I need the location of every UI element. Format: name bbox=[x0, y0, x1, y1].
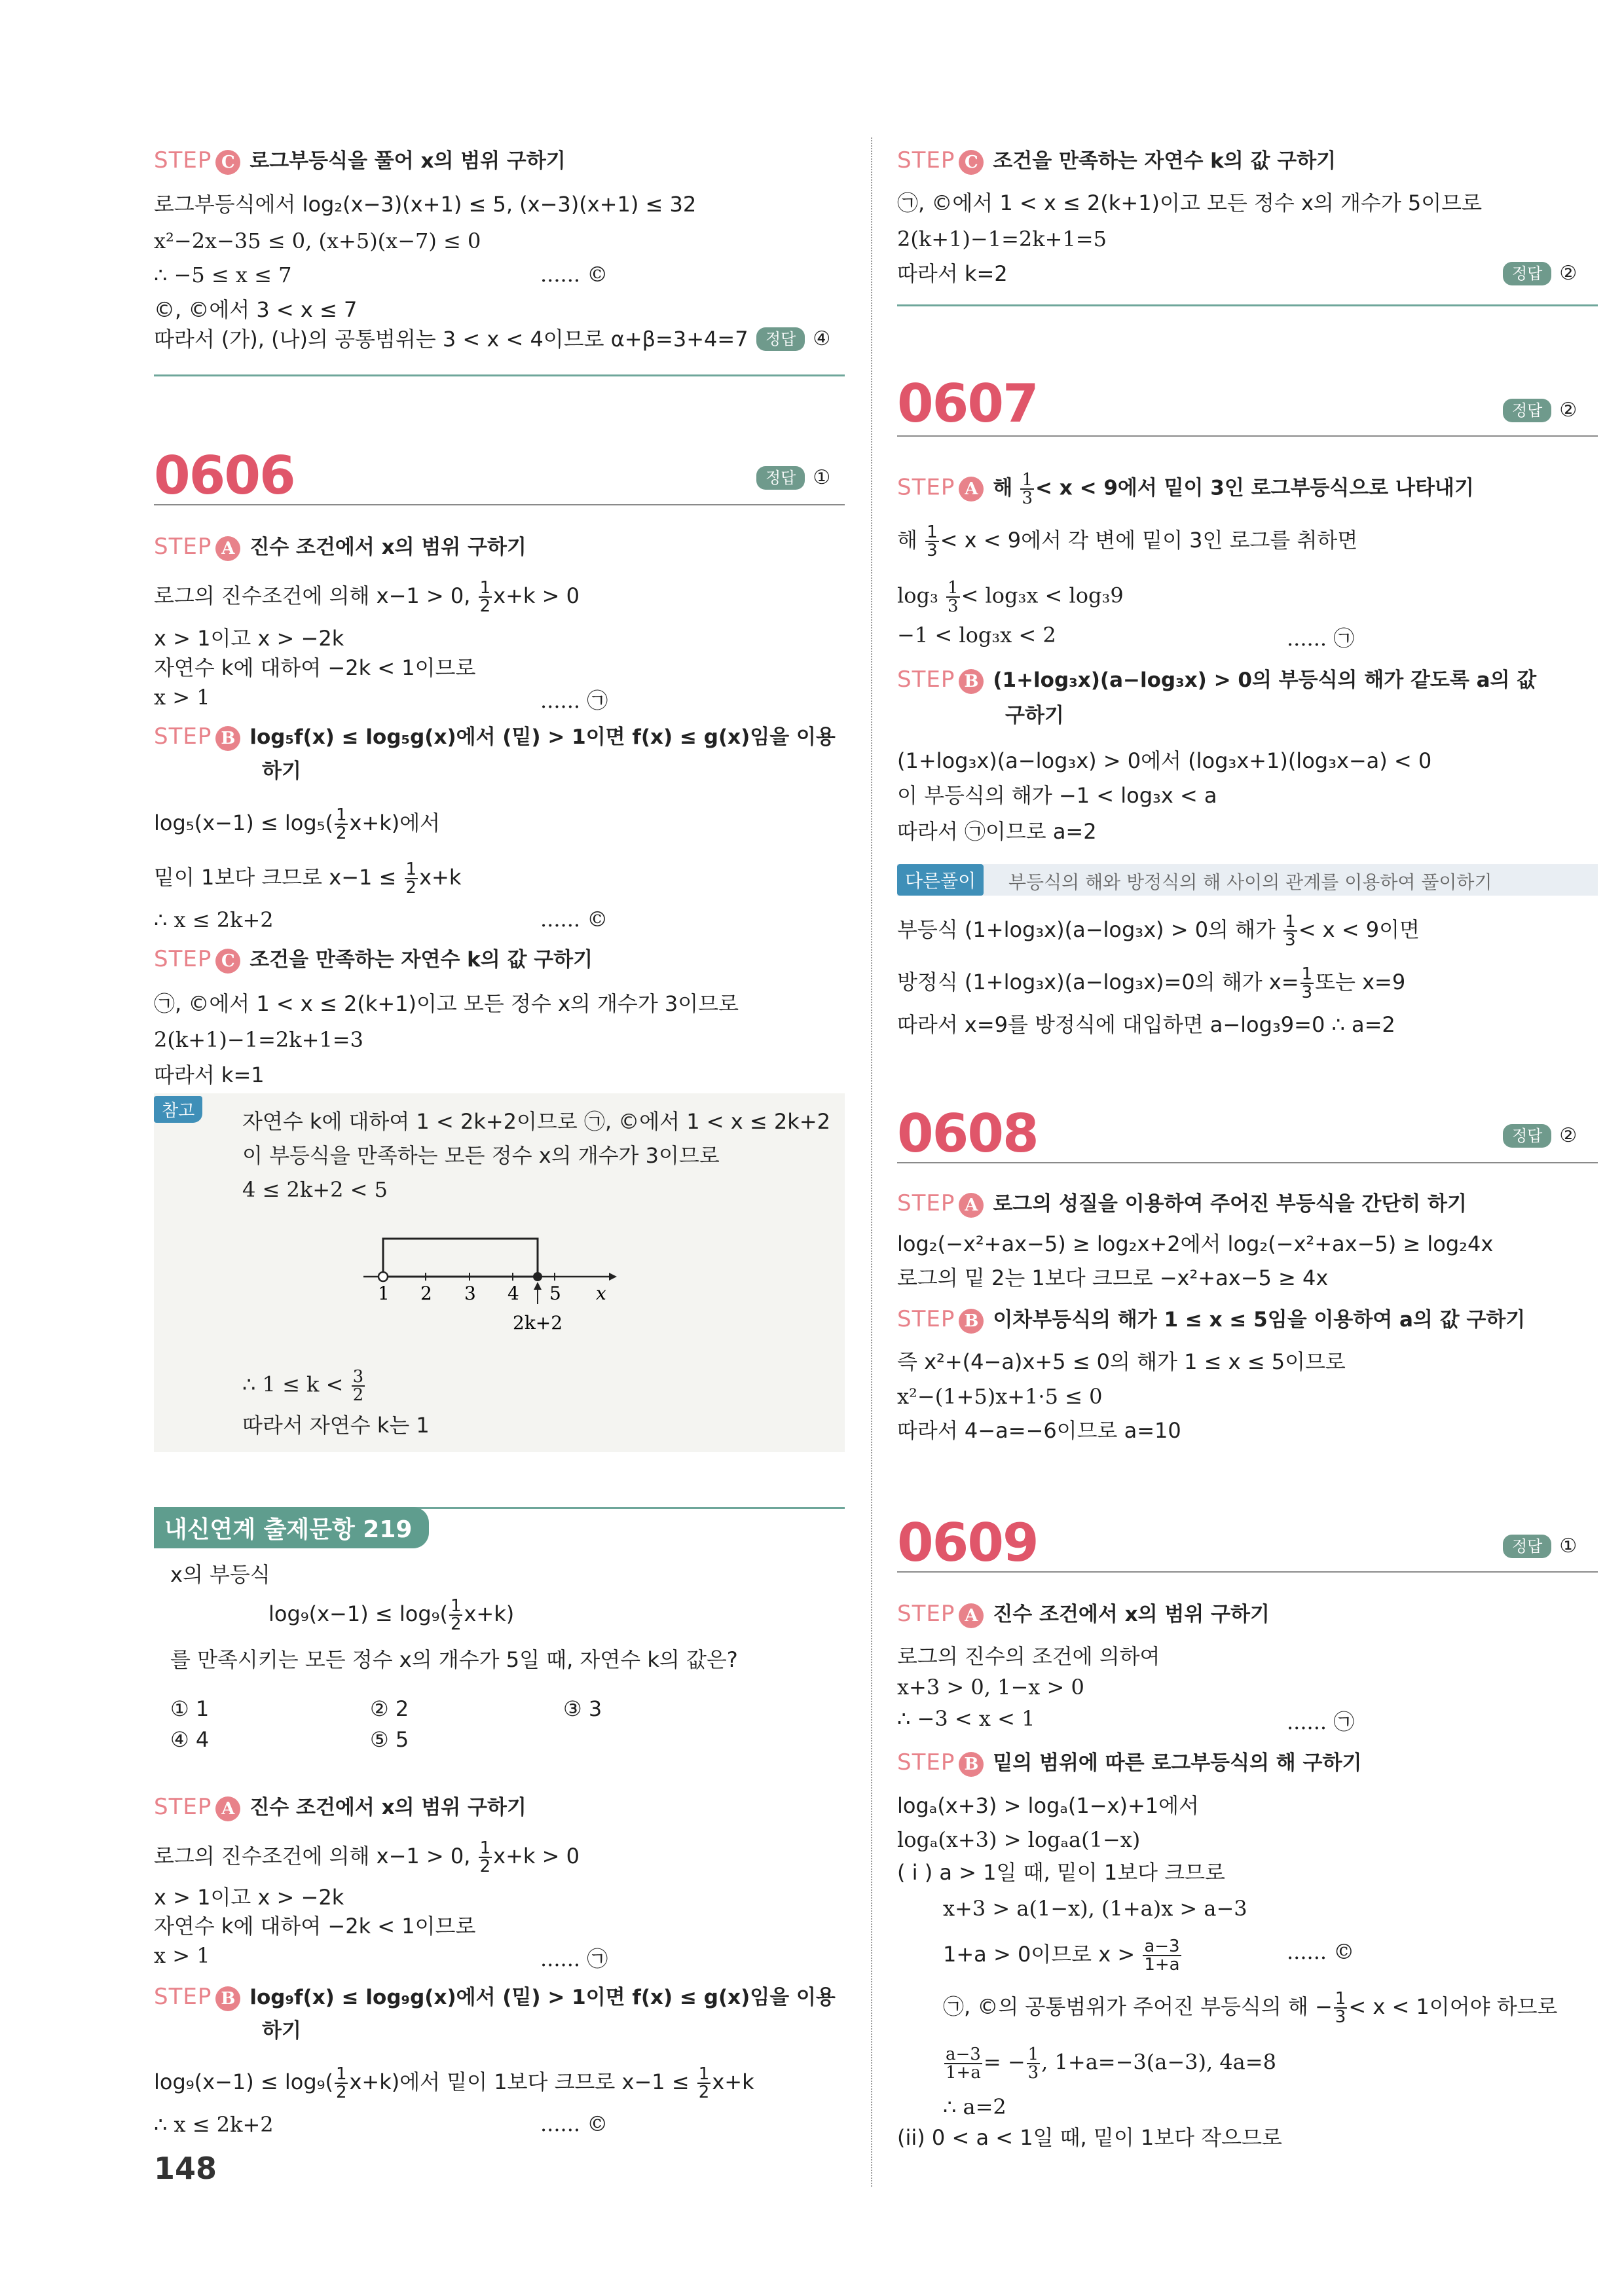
page-number: 148 bbox=[154, 2151, 217, 2186]
line: ㉠, ©에서 1 < x ≤ 2(k+1)이고 모든 정수 x의 개수가 5이므로 bbox=[897, 191, 1482, 215]
equation-mark: ...... © bbox=[540, 907, 608, 932]
step-b-heading: STEP B 이차부등식의 해가 1 ≤ x ≤ 5임을 이용하여 a의 값 구하기 bbox=[897, 1306, 1526, 1332]
alt-solution-tag: 다른풀이 bbox=[897, 864, 984, 896]
answer-badge: 정답 ① bbox=[756, 464, 830, 490]
problem-number: 0606 bbox=[154, 445, 295, 506]
line: ∴ −5 ≤ x ≤ 7 bbox=[154, 263, 292, 287]
fraction: $\frac{1}{3}$ bbox=[1285, 912, 1296, 950]
equation-mark: ...... ㉠ bbox=[1287, 626, 1355, 651]
line: logₐ(x+3) > logₐa(1−x) bbox=[897, 1827, 1141, 1852]
equation-mark: ...... ㉠ bbox=[540, 688, 608, 713]
step-c-heading: STEP C 로그부등식을 풀어 x의 범위 구하기 bbox=[154, 147, 566, 173]
line: x > 1 bbox=[154, 685, 210, 710]
line: ∴ −3 < x < 1 bbox=[897, 1706, 1035, 1731]
equation-mark: ...... © bbox=[1287, 1939, 1355, 1964]
step-a-heading: STEP A 진수 조건에서 x의 범위 구하기 bbox=[154, 534, 526, 560]
section-divider bbox=[897, 1162, 1598, 1163]
line: ㉠, ©에서 1 < x ≤ 2(k+1)이고 모든 정수 x의 개수가 3이므로 bbox=[154, 991, 739, 1016]
line: x²−(1+5)x+1·5 ≤ 0 bbox=[897, 1384, 1103, 1409]
line: x > 1 bbox=[154, 1943, 210, 1968]
line: x+3 > a(1−x), (1+a)x > a−3 bbox=[943, 1896, 1247, 1921]
choice[interactable]: ① 1 bbox=[170, 1696, 210, 1721]
closed-point bbox=[533, 1272, 542, 1281]
equation-mark: ...... ㉠ bbox=[1287, 1709, 1355, 1734]
column-divider bbox=[871, 137, 872, 2187]
choice[interactable]: ③ 3 bbox=[563, 1696, 602, 1721]
number-line-diagram bbox=[363, 1231, 638, 1342]
line: ㉠, ©의 공통범위가 주어진 부등식의 해 − $\frac{1}{3}$ < x < 1이어야 하므로 bbox=[943, 1989, 1558, 2027]
line: log₂(−x²+ax−5) ≥ log₂x+2에서 log₂(−x²+ax−5) ≥ log₂4x bbox=[897, 1231, 1494, 1256]
line: ∴ x ≤ 2k+2 bbox=[154, 907, 274, 932]
note-line: 4 ≤ 2k+2 < 5 bbox=[242, 1177, 388, 1202]
line: 따라서 x=9를 방정식에 대입하면 a−log₃9=0 ∴ a=2 bbox=[897, 1012, 1395, 1037]
note-line: ∴ 1 ≤ k < $\frac{3}{2}$ bbox=[242, 1367, 364, 1405]
answer-badge: 정답 ② bbox=[1503, 396, 1577, 422]
step-b-heading: STEP B 밑의 범위에 따른 로그부등식의 해 구하기 bbox=[897, 1749, 1362, 1776]
line: (ii) 0 < a < 1일 때, 밑이 1보다 작으므로 bbox=[897, 2125, 1282, 2150]
line: 로그의 밑 2는 1보다 크므로 −x²+ax−5 ≥ 4x bbox=[897, 1266, 1329, 1290]
line: ©, ©에서 3 < x ≤ 7 bbox=[154, 297, 358, 322]
line: 따라서 k=1 bbox=[154, 1063, 265, 1087]
line: x > 1이고 x > −2k bbox=[154, 626, 344, 651]
line: 부등식 (1+log₃x)(a−log₃x) > 0의 해가 $\frac{1}{3}$ < x < 9이면 bbox=[897, 912, 1420, 950]
line: 즉 x²+(4−a)x+5 ≤ 0의 해가 1 ≤ x ≤ 5이므로 bbox=[897, 1349, 1346, 1374]
problem-number: 0608 bbox=[897, 1103, 1038, 1164]
step-b-heading-cont: 하기 bbox=[262, 759, 301, 783]
line: 밑이 1보다 크므로 x−1 ≤ $\frac{1}{2}$ x+k bbox=[154, 860, 462, 898]
line: log₃ $\frac{1}{3}$ < log₃x < log₃9 bbox=[897, 578, 1124, 616]
fraction: $\frac{1}{3}$ bbox=[1022, 470, 1033, 508]
note-line: 따라서 자연수 k는 1 bbox=[242, 1413, 430, 1438]
line: 이 부등식의 해가 −1 < log₃x < a bbox=[897, 783, 1217, 808]
line: log₅(x−1) ≤ log₅( $\frac{1}{2}$ x+k)에서 bbox=[154, 805, 441, 843]
equation-mark: ...... ㉠ bbox=[540, 1946, 608, 1971]
arrow-head bbox=[534, 1282, 542, 1290]
step-a-heading: STEP A 진수 조건에서 x의 범위 구하기 bbox=[154, 1794, 526, 1820]
open-point bbox=[378, 1272, 388, 1281]
problem-formula: log₉(x−1) ≤ log₉( $\frac{1}{2}$ x+k) bbox=[268, 1596, 515, 1634]
step-a-heading: STEP A 진수 조건에서 x의 범위 구하기 bbox=[897, 1601, 1270, 1627]
line: 로그의 진수의 조건에 의하여 bbox=[897, 1644, 1160, 1669]
line: 로그의 진수조건에 의해 x−1 > 0, $\frac{1}{2}$ x+k > 0 bbox=[154, 578, 580, 616]
step-b-heading: STEP B log₉f(x) ≤ log₉g(x)에서 (밑) > 1이면 f(x) ≤ g(x)임을 이용 bbox=[154, 1984, 836, 2010]
line: x+3 > 0, 1−x > 0 bbox=[897, 1675, 1084, 1700]
section-divider bbox=[897, 304, 1598, 306]
fraction: $\frac{3}{2}$ bbox=[352, 1367, 364, 1405]
problem-number: 0607 bbox=[897, 373, 1038, 434]
note-line: 자연수 k에 대하여 1 < 2k+2이므로 ㉠, ©에서 1 < x ≤ 2k+2 bbox=[242, 1109, 830, 1134]
step-c-heading: STEP C 조건을 만족하는 자연수 k의 값 구하기 bbox=[154, 946, 593, 972]
arrow-label: 2k+2 bbox=[513, 1312, 563, 1334]
tick-label: 5 bbox=[549, 1283, 561, 1304]
fraction: $\frac{1}{3}$ bbox=[927, 522, 938, 560]
answer-badge: 정답 ② bbox=[1503, 1121, 1577, 1148]
range-box bbox=[383, 1239, 538, 1277]
problem-text: x의 부등식 bbox=[170, 1562, 270, 1587]
step-c-heading: STEP C 조건을 만족하는 자연수 k의 값 구하기 bbox=[897, 147, 1337, 173]
answer-badge: 정답 ② bbox=[1503, 259, 1577, 285]
alt-solution-desc: 부등식의 해와 방정식의 해 사이의 관계를 이용하여 풀이하기 bbox=[1008, 871, 1492, 893]
line: 따라서 (가), (나)의 공통범위는 3 < x < 4이므로 α+β=3+4=7 bbox=[154, 327, 748, 352]
line: 자연수 k에 대하여 −2k < 1이므로 bbox=[154, 655, 476, 680]
line: ( i ) a > 1일 때, 밑이 1보다 크므로 bbox=[897, 1860, 1225, 1885]
line: 1+a > 0이므로 x > $\frac{a-3}{1+a}$ bbox=[943, 1937, 1180, 1975]
note-line: 이 부등식을 만족하는 모든 정수 x의 개수가 3이므로 bbox=[242, 1143, 720, 1168]
axis-label: x bbox=[596, 1283, 606, 1304]
problem-text: 를 만족시키는 모든 정수 x의 개수가 5일 때, 자연수 k의 값은? bbox=[170, 1647, 738, 1672]
line: logₐ(x+3) > logₐ(1−x)+1에서 bbox=[897, 1793, 1199, 1818]
answer-badge: 정답 ④ bbox=[756, 325, 830, 351]
tick-label: 3 bbox=[464, 1283, 476, 1304]
section-divider bbox=[154, 504, 845, 505]
choice[interactable]: ④ 4 bbox=[170, 1727, 210, 1752]
step-b-heading: STEP B log₅f(x) ≤ log₅g(x)에서 (밑) > 1이면 f(x) ≤ g(x)임을 이용 bbox=[154, 723, 836, 750]
line: 해 $\frac{1}{3}$ < x < 9에서 각 변에 밑이 3인 로그를 취하면 bbox=[897, 522, 1358, 560]
step-b-heading: STEP B (1+log₃x)(a−log₃x) > 0의 부등식의 해가 같도록 a의 값 bbox=[897, 666, 1537, 693]
note-tag: 참고 bbox=[154, 1096, 202, 1123]
section-divider bbox=[897, 1571, 1598, 1573]
fraction: $\frac{1}{2}$ bbox=[450, 1596, 462, 1634]
section-divider bbox=[154, 374, 845, 376]
line: x > 1이고 x > −2k bbox=[154, 1885, 344, 1910]
line: ∴ x ≤ 2k+2 bbox=[154, 2112, 274, 2137]
fraction: $\frac{1}{3}$ bbox=[1027, 2045, 1039, 2083]
equation-mark: ...... © bbox=[540, 2111, 608, 2136]
step-b-heading-cont: 구하기 bbox=[1005, 704, 1064, 727]
answer-badge: 정답 ① bbox=[1503, 1532, 1577, 1558]
step-a-heading: STEP A 로그의 성질을 이용하여 주어진 부등식을 간단히 하기 bbox=[897, 1190, 1467, 1216]
fraction: $\frac{1}{3}$ bbox=[1301, 964, 1313, 1002]
fraction: $\frac{a-3}{1+a}$ bbox=[1144, 1937, 1180, 1975]
equation-mark: ...... © bbox=[540, 262, 608, 287]
line: $\frac{a-3}{1+a}$ = − $\frac{1}{3}$ , 1+a=−3(a−3), 4a=8 bbox=[946, 2045, 1276, 2083]
tick-label: 2 bbox=[420, 1283, 432, 1304]
fraction: $\frac{1}{3}$ bbox=[947, 578, 959, 616]
line: 방정식 (1+log₃x)(a−log₃x)=0의 해가 x= $\frac{1}{3}$ 또는 x=9 bbox=[897, 964, 1406, 1002]
choice[interactable]: ⑤ 5 bbox=[370, 1727, 409, 1752]
step-b-heading-cont: 하기 bbox=[262, 2019, 301, 2043]
fraction: $\frac{1}{2}$ bbox=[698, 2064, 710, 2102]
line: 자연수 k에 대하여 −2k < 1이므로 bbox=[154, 1914, 476, 1939]
step-a-heading: STEP A 해 $\frac{1}{3}$ < x < 9에서 밑이 3인 로그부등식으로 나타내기 bbox=[897, 470, 1474, 508]
line: (1+log₃x)(a−log₃x) > 0에서 (log₃x+1)(log₃x−a) < 0 bbox=[897, 748, 1432, 773]
line: log₉(x−1) ≤ log₉( $\frac{1}{2}$ x+k)에서 밑이 1보다 크므로 x−1 ≤ $\frac{1}{2}$ x+k bbox=[154, 2064, 754, 2102]
line: −1 < log₃x < 2 bbox=[897, 623, 1056, 647]
fraction: $\frac{1}{2}$ bbox=[335, 2064, 347, 2102]
tick-label: 4 bbox=[507, 1283, 519, 1304]
line: 로그부등식에서 log₂(x−3)(x+1) ≤ 5, (x−3)(x+1) ≤ 32 bbox=[154, 192, 697, 217]
line: 따라서 k=2 bbox=[897, 261, 1008, 286]
line: 따라서 4−a=−6이므로 a=10 bbox=[897, 1418, 1181, 1443]
line: 2(k+1)−1=2k+1=5 bbox=[897, 227, 1107, 251]
fraction: $\frac{1}{2}$ bbox=[479, 578, 491, 616]
line: x²−2x−35 ≤ 0, (x+5)(x−7) ≤ 0 bbox=[154, 228, 481, 253]
problem-number: 0609 bbox=[897, 1512, 1038, 1573]
line: 2(k+1)−1=2k+1=3 bbox=[154, 1027, 363, 1052]
line: 따라서 ㉠이므로 a=2 bbox=[897, 819, 1097, 844]
fraction: $\frac{1}{2}$ bbox=[405, 860, 417, 898]
section-divider bbox=[897, 435, 1598, 437]
line: 로그의 진수조건에 의해 x−1 > 0, $\frac{1}{2}$ x+k > 0 bbox=[154, 1838, 580, 1876]
fraction: $\frac{1}{3}$ bbox=[1335, 1989, 1346, 2027]
linked-problem-tag: 내신연계 출제문항 219 bbox=[154, 1507, 429, 1548]
choice[interactable]: ② 2 bbox=[370, 1696, 409, 1721]
tick-label: 1 bbox=[378, 1283, 390, 1304]
fraction: $\frac{a-3}{1+a}$ bbox=[946, 2045, 981, 2083]
line: ∴ a=2 bbox=[943, 2094, 1006, 2119]
fraction: $\frac{1}{2}$ bbox=[335, 805, 347, 843]
fraction: $\frac{1}{2}$ bbox=[479, 1838, 491, 1876]
axis-arrowhead bbox=[609, 1273, 617, 1281]
